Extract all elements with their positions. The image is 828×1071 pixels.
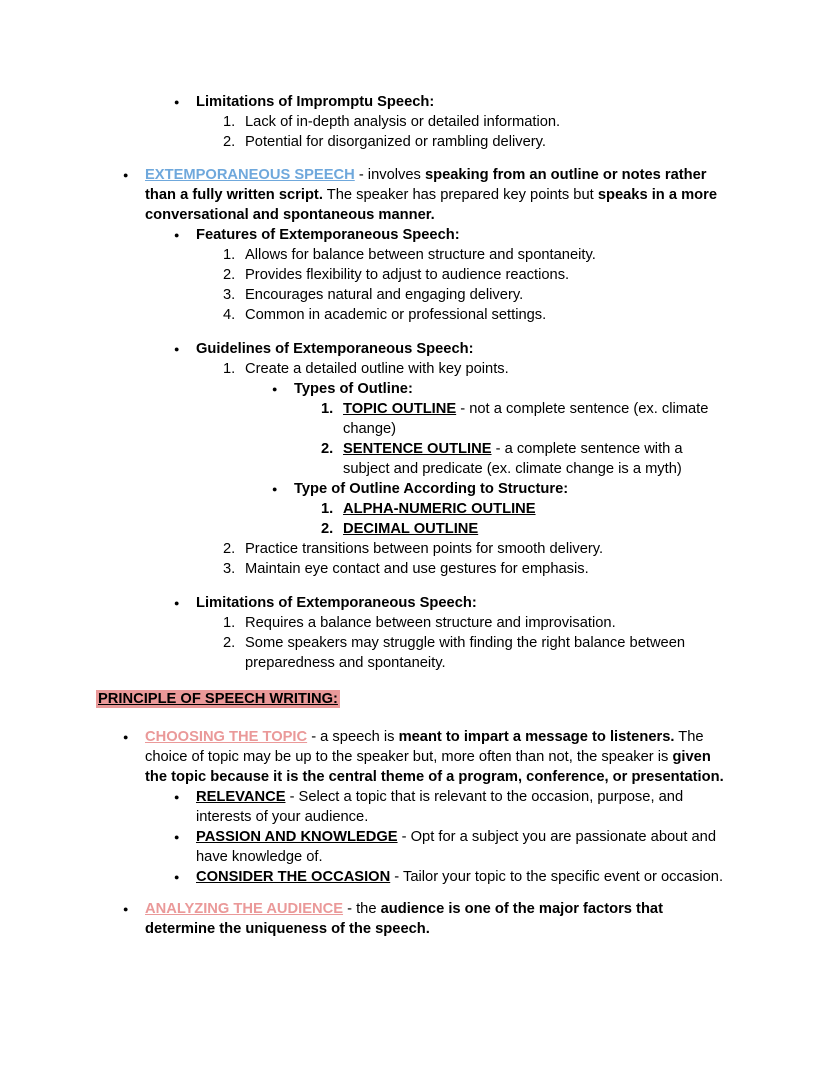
text-run: speaks in a more conversational and spontaneous manner.	[145, 187, 718, 223]
number-marker: 2.	[223, 134, 236, 150]
numbered-list-item	[223, 305, 732, 325]
text-content	[196, 225, 732, 245]
numbered-list-item	[223, 359, 732, 379]
bullet-marker: ●	[174, 97, 180, 107]
text-run: audience is one of the major factors that determine the uniqueness of the speech.	[145, 901, 663, 937]
bullet-marker: ●	[174, 230, 180, 240]
text-run: Some speakers may struggle with finding the right balance between preparedness and spontaneity.	[245, 635, 686, 671]
text-run: Practice transitions between points for smooth delivery.	[245, 541, 604, 557]
text-content	[245, 633, 732, 673]
text-run: Create a detailed outline with key points.	[245, 361, 509, 377]
text-run: - Opt for a subject you are passionate about and have knowledge of.	[196, 829, 716, 865]
text-content	[196, 867, 732, 887]
bullet-list-item	[123, 165, 732, 225]
text-run: PASSION AND KNOWLEDGE	[196, 829, 398, 845]
text-run: TOPIC OUTLINE	[343, 401, 457, 417]
text-content	[145, 727, 732, 787]
number-marker: 1.	[321, 401, 334, 417]
numbered-list-item	[321, 399, 732, 439]
number-marker: 1.	[223, 615, 236, 631]
text-content	[343, 519, 732, 539]
numbered-list-item	[321, 519, 732, 539]
number-marker: 1.	[321, 501, 334, 517]
bullet-list-item	[123, 727, 732, 787]
text-run: Limitations of Extemporaneous Speech:	[196, 595, 477, 611]
number-marker: 3.	[223, 561, 236, 577]
text-link[interactable]: CHOOSING THE TOPIC	[145, 729, 308, 745]
text-content	[343, 439, 732, 479]
text-run: - a speech is	[307, 729, 399, 745]
numbered-list-item	[321, 439, 732, 479]
text-content	[145, 899, 732, 939]
number-marker: 2.	[223, 541, 236, 557]
bullet-list-item	[174, 827, 732, 867]
highlighted-heading-text: PRINCIPLE OF SPEECH WRITING:	[98, 691, 338, 707]
number-marker: 1.	[223, 114, 236, 130]
text-run: Features of Extemporaneous Speech:	[196, 227, 460, 243]
text-run: ALPHA-NUMERIC OUTLINE	[343, 501, 536, 517]
text-content	[294, 379, 732, 399]
text-content	[196, 593, 732, 613]
number-marker: 2.	[223, 267, 236, 283]
bullet-list-item	[174, 867, 732, 887]
text-run: Allows for balance between structure and spontaneity.	[245, 247, 596, 263]
text-content	[245, 285, 732, 305]
text-run: Types of Outline:	[294, 381, 413, 397]
bullet-list-item	[272, 479, 732, 499]
numbered-list-item	[223, 245, 732, 265]
bullet-list-item	[174, 92, 732, 112]
bullet-list-item	[174, 593, 732, 613]
text-run: - a complete sentence with a subject and predicate (ex. climate change is a myth)	[343, 441, 683, 477]
text-content	[294, 479, 732, 499]
number-marker: 2.	[321, 441, 334, 457]
bullet-marker: ●	[123, 170, 129, 180]
text-content	[96, 689, 340, 709]
number-marker: 1.	[223, 247, 236, 263]
bullet-marker: ●	[272, 384, 278, 394]
text-run: CONSIDER THE OCCASION	[196, 869, 391, 885]
text-run: Limitations of Impromptu Speech:	[196, 94, 435, 110]
numbered-list-item	[223, 265, 732, 285]
bullet-marker: ●	[174, 598, 180, 608]
text-run: Maintain eye contact and use gestures for emphasis.	[245, 561, 589, 577]
number-marker: 2.	[321, 521, 334, 537]
text-run: SENTENCE OUTLINE	[343, 441, 492, 457]
text-content	[245, 112, 732, 132]
number-marker: 1.	[223, 361, 236, 377]
text-run: Encourages natural and engaging delivery.	[245, 287, 524, 303]
text-run: speaking from an outline or notes rather than a fully written script.	[145, 167, 707, 203]
numbered-list-item	[223, 539, 732, 559]
text-content	[145, 165, 732, 225]
text-run: given the topic because it is the central theme of a program, conference, or presentation.	[145, 749, 724, 785]
text-run: - not a complete sentence (ex. climate change)	[343, 401, 709, 437]
text-run: Type of Outline According to Structure:	[294, 481, 569, 497]
bullet-list-item	[174, 339, 732, 359]
numbered-list-item	[223, 132, 732, 152]
text-link[interactable]: EXTEMPORANEOUS SPEECH	[145, 167, 355, 183]
text-content	[343, 499, 732, 519]
numbered-list-item	[223, 112, 732, 132]
text-run: Provides flexibility to adjust to audience reactions.	[245, 267, 570, 283]
number-marker: 2.	[223, 635, 236, 651]
section-heading	[96, 689, 732, 709]
bullet-marker: ●	[123, 732, 129, 742]
text-content	[245, 132, 732, 152]
text-run: The speaker has prepared key points but	[322, 187, 598, 203]
number-marker: 3.	[223, 287, 236, 303]
bullet-marker: ●	[174, 344, 180, 354]
numbered-list-item	[223, 633, 732, 673]
numbered-list-item	[223, 613, 732, 633]
bullet-list-item	[123, 899, 732, 939]
bullet-marker: ●	[174, 832, 180, 842]
text-content	[245, 359, 732, 379]
text-content	[196, 787, 732, 827]
text-run: The choice of topic may be up to the speaker but, more often than not, the speaker is	[145, 729, 704, 765]
text-content	[245, 539, 732, 559]
text-run: - Select a topic that is relevant to the occasion, purpose, and interests of your audience.	[196, 789, 684, 825]
text-run: meant to impart a message to listeners.	[398, 729, 675, 745]
text-content	[343, 399, 732, 439]
bullet-list-item	[174, 787, 732, 827]
numbered-list-item	[223, 285, 732, 305]
text-content	[245, 265, 732, 285]
text-content	[196, 92, 732, 112]
bullet-marker: ●	[174, 872, 180, 882]
text-run: - Tailor your topic to the specific event or occasion.	[390, 869, 724, 885]
bullet-marker: ●	[123, 904, 129, 914]
text-content	[245, 245, 732, 265]
text-run: Potential for disorganized or rambling delivery.	[245, 134, 546, 150]
text-run: Requires a balance between structure and improvisation.	[245, 615, 616, 631]
number-marker: 4.	[223, 307, 236, 323]
numbered-list-item	[321, 499, 732, 519]
text-link[interactable]: ANALYZING THE AUDIENCE	[145, 901, 344, 917]
text-run: DECIMAL OUTLINE	[343, 521, 479, 537]
text-run: Lack of in-depth analysis or detailed information.	[245, 114, 561, 130]
bullet-marker: ●	[174, 792, 180, 802]
bullet-list-item	[174, 225, 732, 245]
numbered-list-item	[223, 559, 732, 579]
text-run: - involves	[354, 167, 425, 183]
text-content	[196, 827, 732, 867]
bullet-list-item	[272, 379, 732, 399]
text-content	[245, 305, 732, 325]
bullet-marker: ●	[272, 484, 278, 494]
text-run: Common in academic or professional settings.	[245, 307, 547, 323]
text-content	[196, 339, 732, 359]
text-run: Guidelines of Extemporaneous Speech:	[196, 341, 474, 357]
text-content	[245, 613, 732, 633]
text-run: - the	[343, 901, 381, 917]
text-content	[245, 559, 732, 579]
text-run: RELEVANCE	[196, 789, 286, 805]
